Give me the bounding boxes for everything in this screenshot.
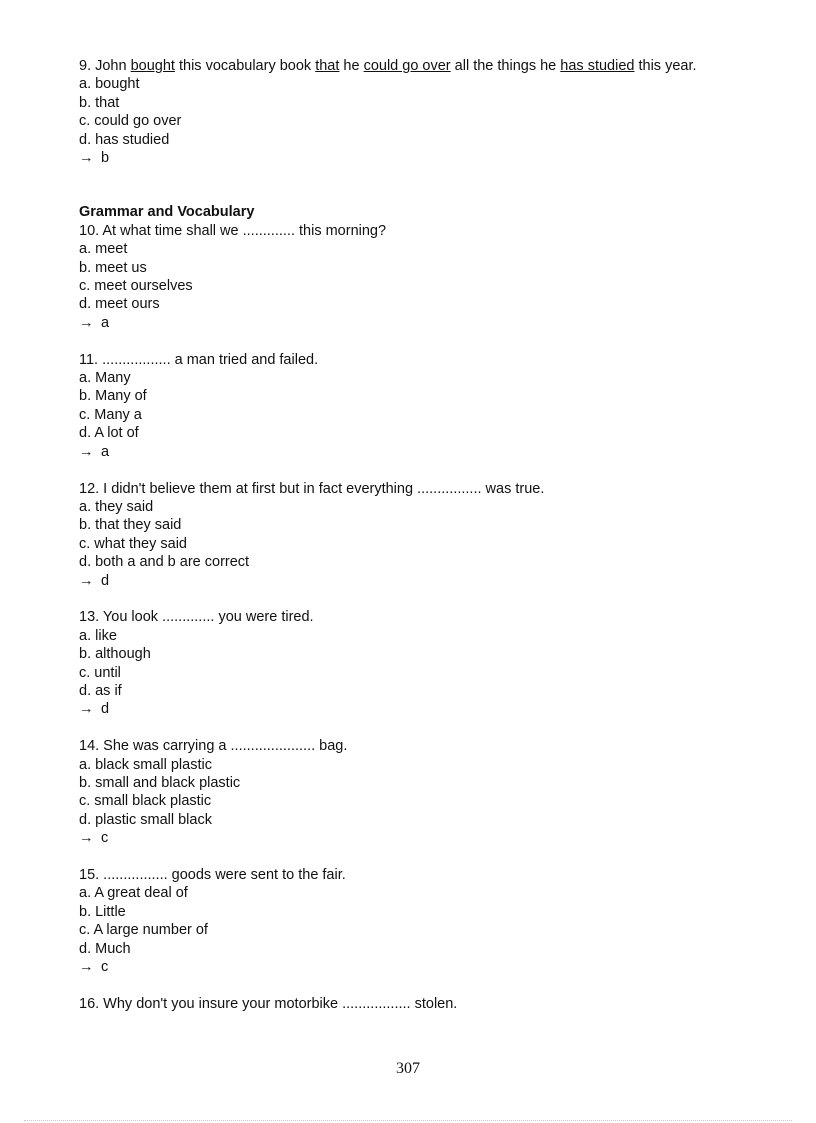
option: c. small black plastic [79, 793, 212, 810]
answer-line [79, 572, 759, 590]
option: b. Little [79, 903, 126, 920]
question-13-stem: 13. You look ............. you were tired. [79, 609, 314, 626]
option: a. bought [79, 76, 140, 93]
page-bottom-divider [24, 1120, 792, 1121]
answer-line [79, 958, 759, 976]
arrow-right-icon: → [79, 572, 94, 589]
option: a. like [79, 627, 117, 644]
option: b. that [79, 94, 120, 111]
option: d. as if [79, 682, 122, 699]
answer-line [79, 700, 759, 718]
arrow-right-icon: → [79, 443, 94, 460]
question-16-stem: 16. Why don't you insure your motorbike ................. stolen. [79, 995, 458, 1012]
option: b. that they said [79, 517, 182, 534]
question-12-stem: 12. I didn't believe them at first but in fact everything ................ was true. [79, 480, 545, 497]
option: c. meet ourselves [79, 278, 193, 295]
option: c. could go over [79, 113, 182, 130]
q9-text: 9. John [79, 58, 131, 74]
q9-underlined-c: could go over [363, 58, 451, 74]
arrow-right-icon: → [79, 150, 94, 167]
question-10-stem: 10. At what time shall we ............. this morning? [79, 222, 387, 239]
answer: d [97, 701, 110, 718]
answer: c [97, 830, 109, 847]
option: d. has studied [79, 131, 170, 148]
answer-line [79, 149, 759, 167]
answer: c [97, 959, 109, 976]
option: a. A great deal of [79, 885, 188, 902]
option: a. they said [79, 498, 154, 515]
option: d. meet ours [79, 296, 160, 313]
option: c. Many a [79, 406, 142, 423]
option: d. plastic small black [79, 811, 212, 828]
answer: a [97, 443, 110, 460]
answer-line [79, 314, 759, 332]
page-number: 307 [396, 1060, 420, 1077]
q9-text: all the things he [450, 58, 561, 74]
question-9-stem [79, 57, 759, 75]
arrow-right-icon: → [79, 701, 94, 718]
q9-underlined-d: has studied [560, 58, 635, 74]
answer-line [79, 829, 759, 847]
question-15-stem: 15. ................ goods were sent to the fair. [79, 866, 346, 883]
option: c. what they said [79, 535, 187, 552]
document-body [79, 57, 759, 1013]
answer-line [79, 443, 759, 461]
q9-underlined-a: bought [130, 58, 175, 74]
option: b. small and black plastic [79, 774, 241, 791]
option: b. Many of [79, 388, 147, 405]
option: c. A large number of [79, 922, 208, 939]
arrow-right-icon: → [79, 830, 94, 847]
arrow-right-icon: → [79, 959, 94, 976]
q9-underlined-b: that [315, 58, 340, 74]
question-14-stem: 14. She was carrying a ..................... bag. [79, 738, 348, 755]
option: d. both a and b are correct [79, 554, 250, 571]
option: a. meet [79, 241, 128, 258]
question-11-stem: 11. ................. a man tried and failed. [79, 351, 319, 368]
answer: b [97, 150, 110, 167]
option: a. black small plastic [79, 756, 212, 773]
q9-text: he [339, 58, 364, 74]
option: b. meet us [79, 259, 147, 276]
answer: d [97, 572, 110, 589]
option: d. A lot of [79, 425, 139, 442]
option: a. Many [79, 370, 131, 387]
answer: a [97, 314, 110, 331]
option: d. Much [79, 940, 131, 957]
option: c. until [79, 664, 121, 681]
arrow-right-icon: → [79, 314, 94, 331]
section-heading: Grammar and Vocabulary [79, 204, 255, 221]
q9-text: this year. [634, 58, 697, 74]
option: b. although [79, 646, 151, 663]
q9-text: this vocabulary book [174, 58, 316, 74]
